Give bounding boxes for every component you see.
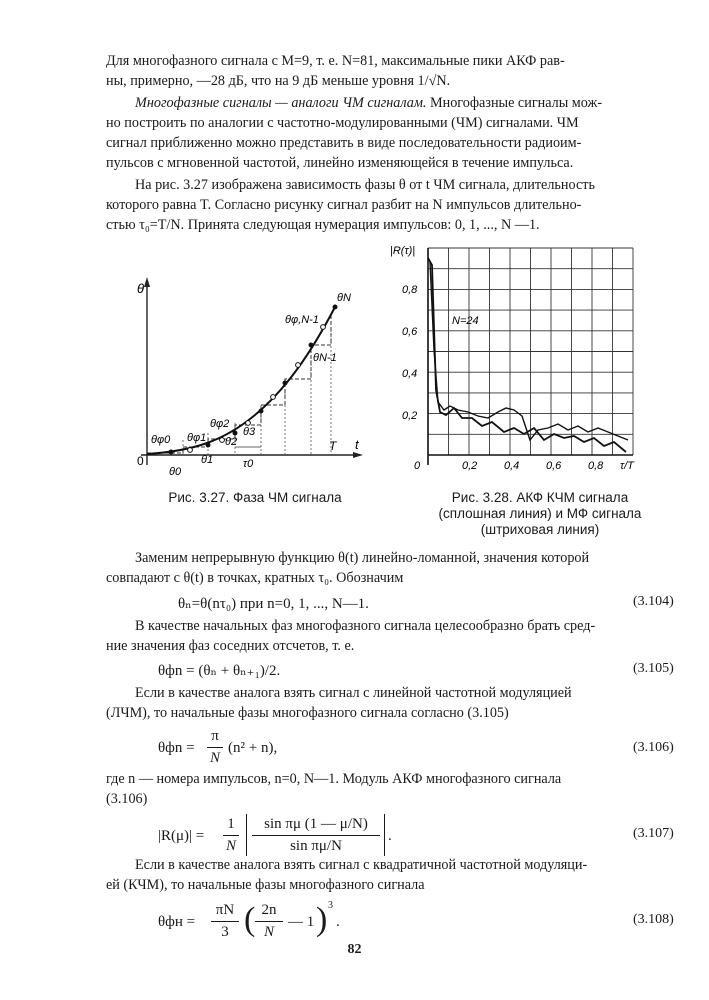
equation-number: (3.105) <box>633 661 674 676</box>
x-tick-label: 0,6 <box>546 460 562 472</box>
equation-number: (3.108) <box>633 912 674 927</box>
x-tick-label: 0,4 <box>504 460 520 472</box>
y-tick-label: 0,6 <box>402 326 418 338</box>
text-line: Заменим непрерывную функцию θ(t) линейно-ломанной, значения которой <box>135 550 590 566</box>
thetaN-label: θN <box>337 292 351 304</box>
text-line: совпадают с θ(t) в точках, кратных τ₀. Обозначим <box>106 570 404 586</box>
eq-numerator: 1 <box>227 816 235 832</box>
equation-number: (3.106) <box>633 740 674 755</box>
text-line: В качестве начальных фаз многофазного сигнала целесообразно брать сред- <box>135 618 596 634</box>
y-axis-arrow-icon <box>144 277 150 287</box>
paren-left: ( <box>244 901 256 938</box>
equation-3-105: θфn = (θₙ + θₙ₊₁)/2. <box>158 663 281 679</box>
eq-denominator: sin πμ/N <box>290 838 342 854</box>
theta-phi-N1-label: θφ,N-1 <box>285 314 319 326</box>
text-line: ей (КЧМ), то начальные фазы многофазного сигнала <box>106 877 425 893</box>
figure-3-28-caption <box>400 490 680 538</box>
text-line: Если в качестве аналога взять сигнал с линейной частотной модуляцией <box>135 685 572 701</box>
text-line: Для многофазного сигнала с M=9, т. е. N=81, максимальные пики АКФ рав- <box>106 53 565 69</box>
theta3-label: θ3 <box>243 426 256 438</box>
theta-phi2-label: θφ2 <box>210 418 230 430</box>
text-line: где n — номера импульсов, n=0, N—1. Модуль АКФ многофазного сигнала <box>106 771 562 787</box>
abs-bar-right <box>384 814 385 856</box>
text-line: стью τ₀=T/N. Принята следующая нумерация импульсов: 0, 1, ..., N —1. <box>106 217 540 233</box>
y-axis-label: θ <box>137 281 145 296</box>
fraction-bar <box>252 835 380 836</box>
theta1-label: θ1 <box>201 454 214 466</box>
eq-denominator: N <box>225 838 236 854</box>
tau0-label: τ0 <box>243 458 254 470</box>
text-line: На рис. 3.27 изображена зависимость фазы θ от t ЧМ сигнала, длительность <box>135 177 595 193</box>
grid <box>428 248 633 455</box>
eq-rhs: (n² + n), <box>228 740 278 756</box>
eq-numerator: π <box>211 728 219 744</box>
x-axis-label: τ/T <box>620 460 634 472</box>
abs-bar-left <box>246 814 247 856</box>
x-tick-label: 0,2 <box>462 460 478 472</box>
origin-label: 0 <box>414 460 421 472</box>
text-line: пульсов с мгновенной частотой, линейно изменяющейся в течение импульса. <box>106 155 574 171</box>
equation-number: (3.107) <box>633 826 674 841</box>
eq-period: . <box>388 828 392 844</box>
text-line: сигнал приближенно можно представить в виде последовательности радиоим- <box>106 135 582 151</box>
section-heading: Многофазные сигналы — аналоги ЧМ сигналам. <box>135 95 427 111</box>
thetaN1-label: θN-1 <box>313 352 337 364</box>
text-line: ны, примерно, —28 дБ, что на 9 дБ меньше уровня 1/√N. <box>106 73 451 89</box>
origin-label: 0 <box>137 454 144 468</box>
text-line: но построить по аналогии с частотно-модулированными (ЧМ) сигналами. ЧМ <box>106 115 579 131</box>
y-axis-label: |R(τ)| <box>390 245 416 257</box>
text-line: (3.106) <box>106 791 148 807</box>
y-tick-label: 0,8 <box>402 284 418 296</box>
eq-lhs: θфn = <box>158 740 195 756</box>
caption-line: (штриховая линия) <box>480 522 600 537</box>
fraction-bar <box>255 921 283 922</box>
eq-numerator: 2n <box>261 902 277 918</box>
T-label: T <box>329 439 337 453</box>
text-line <box>135 94 602 114</box>
x-axis-arrow-icon <box>353 452 363 458</box>
kchm-acf-solid <box>428 258 626 452</box>
page-number: 82 <box>347 942 362 957</box>
fraction-bar <box>211 921 239 922</box>
eq-denominator: N <box>209 750 220 766</box>
theta-phi0-label: θφ0 <box>151 434 171 446</box>
fraction-bar <box>223 835 239 836</box>
figure-3-27-caption: Рис. 3.27. Фаза ЧМ сигнала <box>168 490 342 505</box>
equation-number: (3.104) <box>633 594 674 609</box>
eq-lhs: θфн = <box>158 914 196 930</box>
text-run: Многофазные сигналы мож- <box>426 95 603 111</box>
theta2-label: θ2 <box>225 436 238 448</box>
theta0-label: θ0 <box>169 466 182 478</box>
y-tick-label: 0,2 <box>402 410 418 422</box>
x-tick-label: 0,8 <box>588 460 604 472</box>
caption-line: (сплошная линия) и МФ сигнала <box>438 506 642 521</box>
figure-3-28 <box>388 240 678 480</box>
annotation-n24: N=24 <box>452 315 479 327</box>
eq-tail: — 1 <box>288 914 315 930</box>
eq-exponent: 3 <box>328 900 333 911</box>
eq-period: . <box>336 914 340 930</box>
phase-staircase <box>147 315 331 453</box>
text-line: Если в качестве аналога взять сигнал с квадратичной частотной модуляци- <box>135 857 588 873</box>
fraction-bar <box>207 747 223 748</box>
figure-3-27 <box>135 275 365 490</box>
caption-line: Рис. 3.28. АКФ КЧМ сигнала <box>451 490 629 505</box>
eq-lhs: |R(μ)| = <box>158 828 205 844</box>
equation-3-104: θₙ=θ(nτ₀) при n=0, 1, ..., N—1. <box>178 596 369 612</box>
eq-denominator: N <box>263 924 274 940</box>
eq-numerator: sin πμ (1 — μ/N) <box>264 816 368 832</box>
text-line: которого равна T. Согласно рисунку сигнал разбит на N импульсов длительно- <box>106 197 582 213</box>
phase-curve <box>147 307 335 454</box>
x-axis-label: t <box>355 437 359 452</box>
text-line: ние значения фаз соседних отсчетов, т. е. <box>106 638 355 654</box>
y-tick-label: 0,4 <box>402 368 418 380</box>
theta-phi1-label: θφ1 <box>187 432 207 444</box>
eq-denominator: 3 <box>221 924 229 940</box>
paren-right: ) <box>316 901 328 938</box>
text-line: (ЛЧМ), то начальные фазы многофазного сигнала согласно (3.105) <box>106 705 509 721</box>
eq-numerator: πN <box>215 902 235 918</box>
